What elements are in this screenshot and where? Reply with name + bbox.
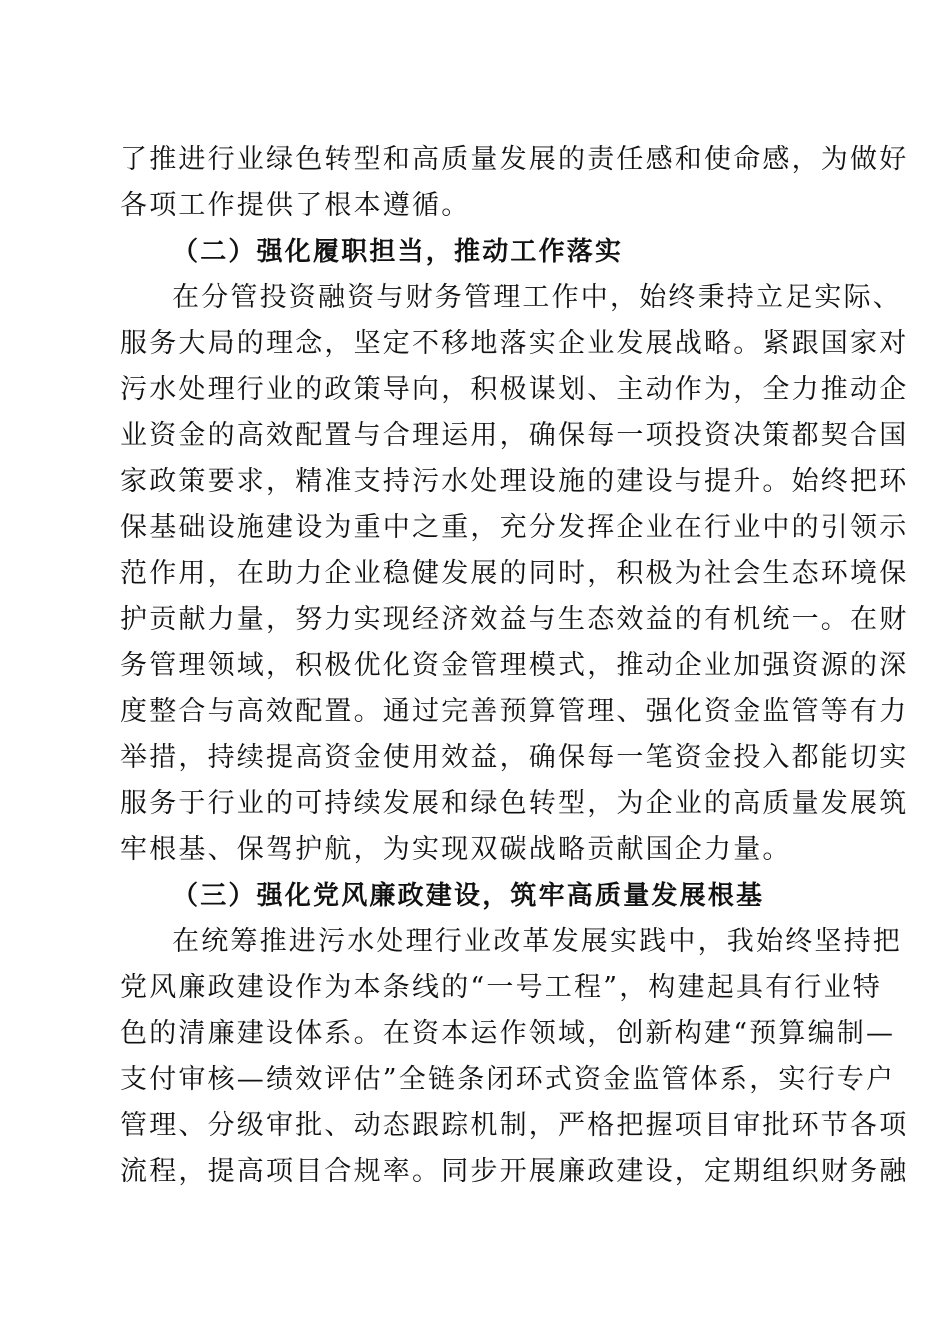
text-line-18: 在统筹推进污水处理行业改革发展实践中，我始终坚持把	[172, 926, 902, 957]
text-line-22: 管理、分级审批、动态跟踪机制，严格把握项目审批环节各项	[120, 1110, 909, 1141]
section-heading-3: （三）强化党风廉政建设，筑牢高质量发展根基	[172, 881, 765, 911]
text-line-9: 保基础设施建设为重中之重，充分发挥企业在行业中的引领示	[120, 512, 909, 543]
text-line-2: 各项工作提供了根本遵循。	[120, 190, 471, 221]
text-line-4: 在分管投资融资与财务管理工作中，始终秉持立足实际、	[172, 282, 902, 313]
text-line-23: 流程，提高项目合规率。同步开展廉政建设，定期组织财务融	[120, 1156, 909, 1187]
text-line-16: 牢根基、保驾护航，为实现双碳战略贡献国企力量。	[120, 834, 792, 865]
text-line-14: 举措，持续提高资金使用效益，确保每一笔资金投入都能切实	[120, 742, 909, 773]
text-line-6: 污水处理行业的政策导向，积极谋划、主动作为，全力推动企	[120, 374, 909, 405]
text-line-10: 范作用，在助力企业稳健发展的同时，积极为社会生态环境保	[120, 558, 909, 589]
text-line-15: 服务于行业的可持续发展和绿色转型，为企业的高质量发展筑	[120, 788, 909, 819]
text-line-13: 度整合与高效配置。通过完善预算管理、强化资金监管等有力	[120, 696, 909, 727]
text-line-7: 业资金的高效配置与合理运用，确保每一项投资决策都契合国	[120, 420, 909, 451]
text-line-12: 务管理领域，积极优化资金管理模式，推动企业加强资源的深	[120, 650, 909, 681]
text-line-21: 支付审核—绩效评估”全链条闭环式资金监管体系，实行专户	[120, 1064, 896, 1095]
text-line-1: 了推进行业绿色转型和高质量发展的责任感和使命感，为做好	[120, 144, 909, 175]
text-line-20: 色的清廉建设体系。在资本运作领域，创新构建“预算编制—	[120, 1018, 896, 1049]
text-line-8: 家政策要求，精准支持污水处理设施的建设与提升。始终把环	[120, 466, 909, 497]
text-line-11: 护贡献力量，努力实现经济效益与生态效益的有机统一。在财	[120, 604, 909, 635]
section-heading-2: （二）强化履职担当，推动工作落实	[172, 237, 624, 267]
text-line-5: 服务大局的理念，坚定不移地落实企业发展战略。紧跟国家对	[120, 328, 909, 359]
text-line-19: 党风廉政建设作为本条线的“一号工程”，构建起具有行业特	[120, 972, 883, 1003]
